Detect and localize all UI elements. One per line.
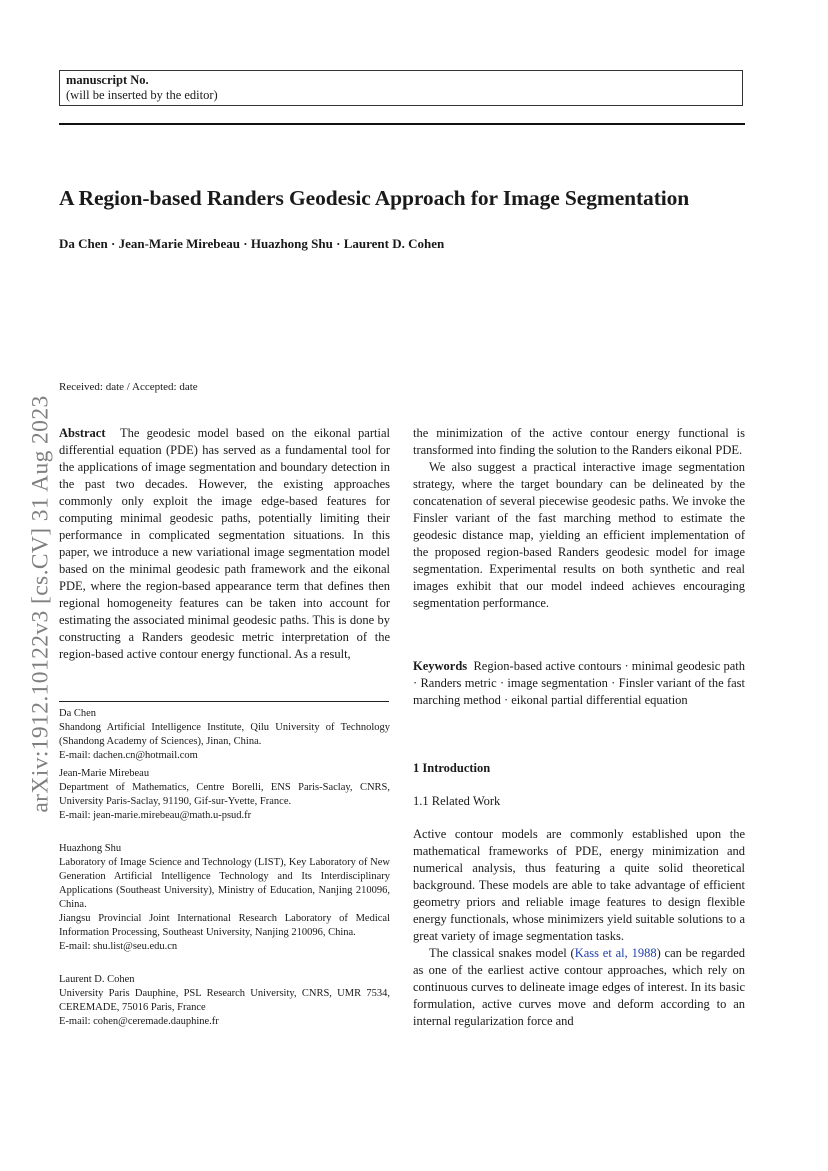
header-rule [59, 123, 745, 125]
intro-p2-after: ) can be regarded as one of the earliest active contour approaches, which rely on continuous curves to delineate image edges of interest. In its basic formulation, active curves move and deform according to an internal regularization force and [413, 946, 745, 1028]
footnote-affiliation: University Paris Dauphine, PSL Research University, CNRS, UMR 7534, CEREMADE, 75016 Paris, France [59, 988, 390, 1013]
footnote-mirebeau [59, 767, 390, 823]
manuscript-note: (will be inserted by the editor) [66, 88, 218, 102]
abstract-paragraph-2: We also suggest a practical interactive image segmentation strategy, where the target boundary can be delineated by the concatenation of several piecewise geodesic paths. We invoke the Finsler variant of the fast marching method to estimate the geodesic distance map, yielding an efficient implementation of the proposed region-based Randers geodesic model for image segmentation. Experimental results on both synthetic and real images exhibit that our model indeed achieves encouraging segmentation performance. [413, 460, 745, 610]
abstract-left [59, 425, 390, 663]
received-date: Received: date / Accepted: date [59, 381, 198, 393]
intro-paragraph-2 [413, 945, 745, 1030]
footnote-affiliation: Laboratory of Image Science and Technology (LIST), Key Laboratory of New Generation Artificial Intelligence Technology and Its Interdisciplinary Applications (Southeast University), Ministry of Education, Nanjing 210096, China. [59, 857, 390, 910]
author-footnotes [59, 707, 390, 1029]
footnote-affiliation: Department of Mathematics, Centre Borelli, ENS Paris-Saclay, CNRS, University Paris-Saclay, 91190, Gif-sur-Yvette, France. [59, 782, 390, 807]
footnote-name: Da Chen [59, 708, 97, 719]
footnote-name: Huazhong Shu [59, 843, 122, 854]
footnote-chen [59, 707, 390, 763]
abstract-right [413, 425, 745, 612]
footnote-name: Laurent D. Cohen [59, 974, 135, 985]
paper-title: A Region-based Randers Geodesic Approach for Image Segmentation [59, 186, 690, 210]
keywords-heading: Keywords [413, 659, 468, 673]
footnote-name: Jean-Marie Mirebeau [59, 768, 150, 779]
abstract-heading: Abstract [59, 426, 106, 440]
intro-p2-before: The classical snakes model ( [429, 946, 575, 960]
author-list: Da Chen · Jean-Marie Mirebeau · Huazhong Shu · Laurent D. Cohen [59, 236, 445, 251]
footnote-affiliation-2: Jiangsu Provincial Joint International Research Laboratory of Medical Information Processing, Southeast University, Nanjing 210096, China. [59, 913, 390, 938]
introduction-text [413, 826, 745, 1030]
arxiv-id: arXiv:1912.10122v3 [cs.CV] 31 Aug 2023 [27, 395, 54, 813]
abstract-continuation: the minimization of the active contour energy functional is transformed into finding the solution to the Randers eikonal PDE. [413, 426, 745, 457]
footnote-email: E-mail: cohen@ceremade.dauphine.fr [59, 1016, 219, 1027]
footnote-cohen [59, 973, 390, 1029]
footnote-rule [59, 701, 389, 702]
keywords [413, 658, 745, 709]
section-heading: 1 Introduction [413, 761, 491, 775]
abstract-text: The geodesic model based on the eikonal partial differential equation (PDE) has served as a fundamental tool for the applications of image segmentation and boundary detection in the past two decades. However, the existing approaches commonly only exploit the image edge-based features for computing minimal geodesic paths, potentially limiting their performance in complicated segmentation situations. In this paper, we introduce a new variational image segmentation model based on the minimal geodesic path framework and the eikonal PDE, where the region-based appearance term that defines then regional homogeneity features can be taken into account for estimating the associated minimal geodesic paths. This is done by constructing a Randers geodesic metric interpretation of the region-based active contour energy functional. As a result, [59, 426, 390, 661]
footnote-email: E-mail: shu.list@seu.edu.cn [59, 941, 178, 952]
footnote-email: E-mail: jean-marie.mirebeau@math.u-psud.fr [59, 810, 252, 821]
manuscript-label: manuscript No. [66, 73, 149, 87]
footnote-email: E-mail: dachen.cn@hotmail.com [59, 750, 198, 761]
intro-paragraph-1: Active contour models are commonly established upon the mathematical frameworks of PDE, energy minimization and numerical analysis, thus featuring a quite solid theoretical background. These models are able to take advantage of efficient geometry priors and reliable image features to design flexible energy functionals, whose minimizers yield suitable solutions to a great variety of image segmentation tasks. [413, 827, 745, 943]
subsection-heading: 1.1 Related Work [413, 794, 501, 808]
citation-link[interactable]: Kass et al, 1988 [574, 946, 657, 960]
manuscript-box [59, 70, 743, 106]
footnote-shu [59, 842, 390, 954]
keywords-text: Region-based active contours · minimal geodesic path · Randers metric · image segmentation · Finsler variant of the fast marching method · eikonal partial differential equation [413, 659, 745, 707]
footnote-affiliation: Shandong Artificial Intelligence Institute, Qilu University of Technology (Shandong Academy of Sciences), Jinan, China. [59, 722, 390, 747]
